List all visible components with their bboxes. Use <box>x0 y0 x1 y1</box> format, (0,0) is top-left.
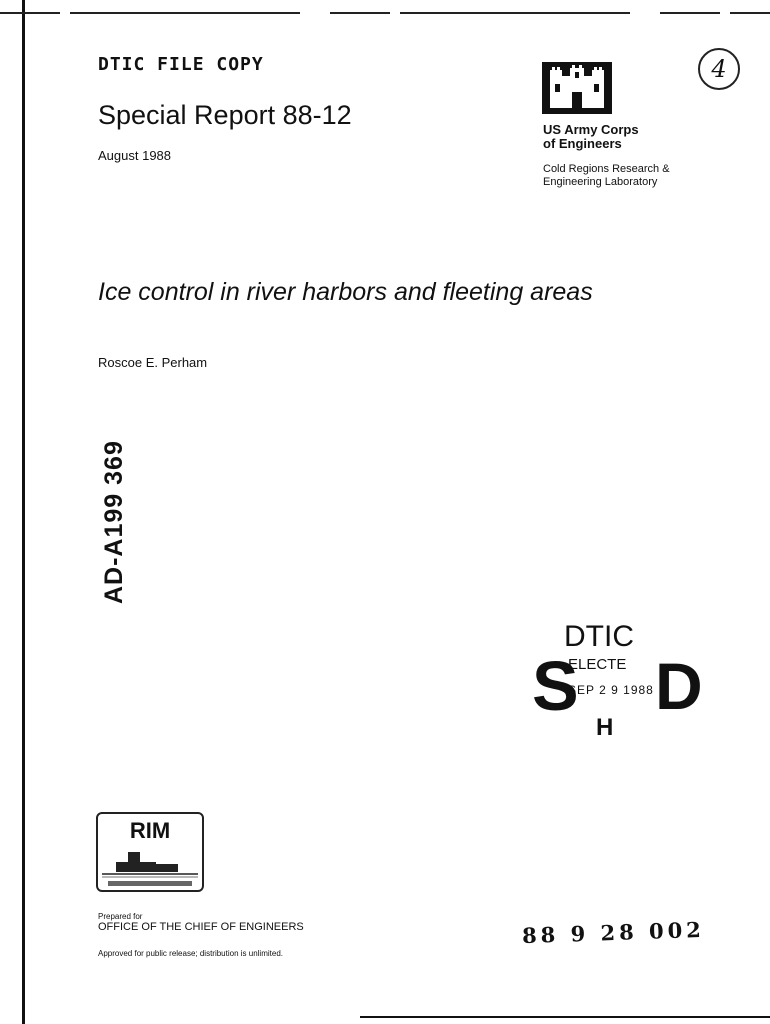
laboratory-name-line2: Engineering Laboratory <box>543 176 658 188</box>
top-scan-edge <box>0 12 770 14</box>
dtic-stamp-status: ELECTE <box>568 656 627 673</box>
agency-name-line1: US Army Corps <box>543 122 639 137</box>
rim-logo-text: RIM <box>129 818 171 843</box>
dtic-stamp-mark: H <box>596 714 614 741</box>
file-copy-stamp: DTIC FILE COPY <box>98 54 264 75</box>
rim-towboat-icon <box>98 844 202 890</box>
agency-name-line2: of Engineers <box>543 136 622 151</box>
handwritten-number: 4 <box>698 48 740 90</box>
dtic-stamp-date: SEP 2 9 1988 <box>568 683 654 697</box>
report-date: August 1988 <box>98 148 172 163</box>
agency-name <box>543 123 639 151</box>
left-scan-edge <box>22 0 25 1024</box>
report-series: Special Report 88-12 <box>98 100 352 130</box>
document-control-number: 88 9 28 002 <box>521 916 706 949</box>
prepared-for-organization: OFFICE OF THE CHIEF OF ENGINEERS <box>98 921 304 933</box>
laboratory-name <box>543 163 670 189</box>
corps-castle-logo-icon <box>542 62 612 114</box>
report-author: Roscoe E. Perham <box>98 355 208 370</box>
distribution-statement: Approved for public release; distribution is unlimited. <box>98 949 283 958</box>
dtic-stamp-right-letter: D <box>655 649 703 723</box>
dtic-stamp-left-letter: S <box>532 647 579 725</box>
prepared-for-label: Prepared for <box>98 912 143 921</box>
accession-number: AD-A199 369 <box>100 440 128 604</box>
bottom-scan-edge <box>360 1016 770 1018</box>
laboratory-name-line1: Cold Regions Research & <box>543 163 670 175</box>
dtic-stamp-title: DTIC <box>564 620 634 653</box>
report-title: Ice control in river harbors and fleeting areas <box>98 278 593 306</box>
rim-logo <box>96 812 204 892</box>
